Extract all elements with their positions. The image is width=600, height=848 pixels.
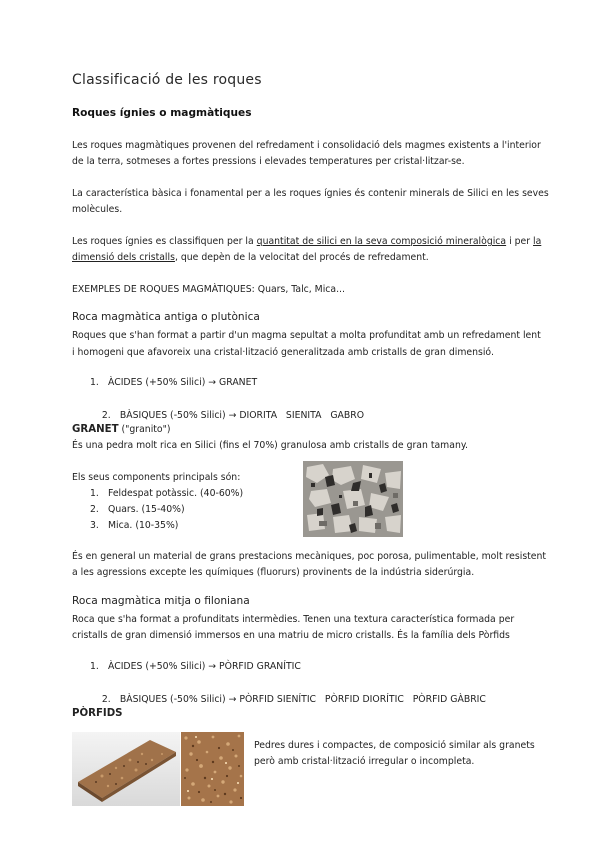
text-run: i per (506, 236, 534, 247)
link-crystal-size-part2[interactable]: dimensió dels cristalls (72, 252, 175, 263)
granet-title: GRANET (72, 424, 119, 435)
list-item (90, 485, 243, 502)
porphyry-slab-image (72, 732, 180, 806)
list-text: Quars. (15-40%) (108, 504, 185, 515)
list-text: ÀCIDES (+50% Silici) → GRANET (108, 377, 258, 388)
section-heading-filonian: Roca magmàtica mitja o filoniana (72, 595, 250, 607)
porfids-heading: PÒRFIDS (72, 708, 123, 719)
list-number: 2. (101, 410, 111, 421)
paragraph-line: La característica bàsica i fonamental per a les roques ígnies és contenir minerals de Silici en les seves (72, 188, 549, 199)
paragraph-classification-cont (72, 249, 429, 266)
section-heading-plutonic: Roca magmàtica antiga o plutònica (72, 311, 260, 323)
granite-photo (303, 461, 403, 537)
paragraph-line: molècules. (72, 204, 123, 215)
paragraph-line: però amb cristal·lització irregular o incompleta. (254, 756, 475, 767)
link-crystal-size-part1[interactable]: la (533, 236, 542, 247)
list-number: 1. (90, 488, 99, 499)
porphyry-slab-photo (72, 732, 180, 806)
list-text: BÀSIQUES (-50% Silici) → DIORITA SIENITA GABRO (119, 410, 365, 421)
text-run: Les roques ígnies es classifiquen per la (72, 236, 257, 247)
list-item (90, 674, 486, 725)
paragraph-line: És en general un material de grans prestacions mecàniques, poc porosa, pulimentable, molt resistent (72, 551, 547, 562)
porphyry-texture-photo (181, 732, 244, 806)
list-number: 1. (90, 377, 99, 388)
paragraph-line: i homogeni que afavoreix una cristal·lització generalitzada amb cristalls de gran dimensió. (72, 347, 494, 358)
components-intro: Els seus components principals són: (72, 472, 241, 483)
paragraph-line: a les agressions excepte les químiques (fluorurs) provinents de la indústria siderúrgia. (72, 567, 475, 578)
porphyry-texture-image (181, 732, 244, 806)
list-item (90, 374, 257, 391)
list-number: 1. (90, 661, 99, 672)
paragraph-line: de la terra, sotmeses a fortes pressions i elevades temperatures per cristal·litzar-se. (72, 156, 465, 167)
link-silica-quantity[interactable]: quantitat de silici en la seva composició mineralògica (256, 236, 507, 247)
paragraph-line: Pedres dures i compactes, de composició similar als granets (254, 740, 535, 751)
paragraph-classification (72, 233, 541, 250)
paragraph-line: cristalls de gran dimensió immersos en una matriu de micro cristalls. És la família dels Pòrfids (72, 630, 510, 641)
section-heading-igneous: Roques ígnies o magmàtiques (72, 107, 252, 119)
paragraph-line: Roques que s'han format a partir d'un magma sepultat a molta profunditat amb un refredament lent (72, 330, 541, 341)
list-item (90, 501, 185, 518)
list-text: Feldespat potàssic. (40-60%) (108, 488, 244, 499)
page-title: Classificació de les roques (72, 72, 262, 88)
granite-texture (303, 461, 403, 537)
granet-subtitle: ("granito") (118, 424, 171, 435)
examples-line: EXEMPLES DE ROQUES MAGMÀTIQUES: Quars, Talc, Mica... (72, 284, 345, 295)
list-text: BÀSIQUES (-50% Silici) → PÒRFID SIENÍTIC PÒRFID DIORÍTIC PÒRFID GÀBRIC (119, 694, 486, 705)
paragraph-line: Les roques magmàtiques provenen del refredament i consolidació dels magmes existents a l'interior (72, 140, 541, 151)
list-text: Mica. (10-35%) (108, 520, 179, 531)
list-number: 2. (101, 694, 111, 705)
granet-heading (72, 421, 171, 438)
paragraph-line: És una pedra molt rica en Silici (fins el 70%) granulosa amb cristalls de gran tamany. (72, 440, 468, 451)
list-number: 2. (90, 504, 99, 515)
list-text: ÀCIDES (+50% Silici) → PÒRFID GRANÍTIC (108, 661, 301, 672)
text-run: , que depèn de la velocitat del procés de refredament. (174, 252, 429, 263)
paragraph-line: Roca que s'ha format a profunditats intermèdies. Tenen una textura característica formada per (72, 614, 515, 625)
list-item (90, 517, 178, 534)
list-item (90, 658, 301, 675)
list-number: 3. (90, 520, 99, 531)
